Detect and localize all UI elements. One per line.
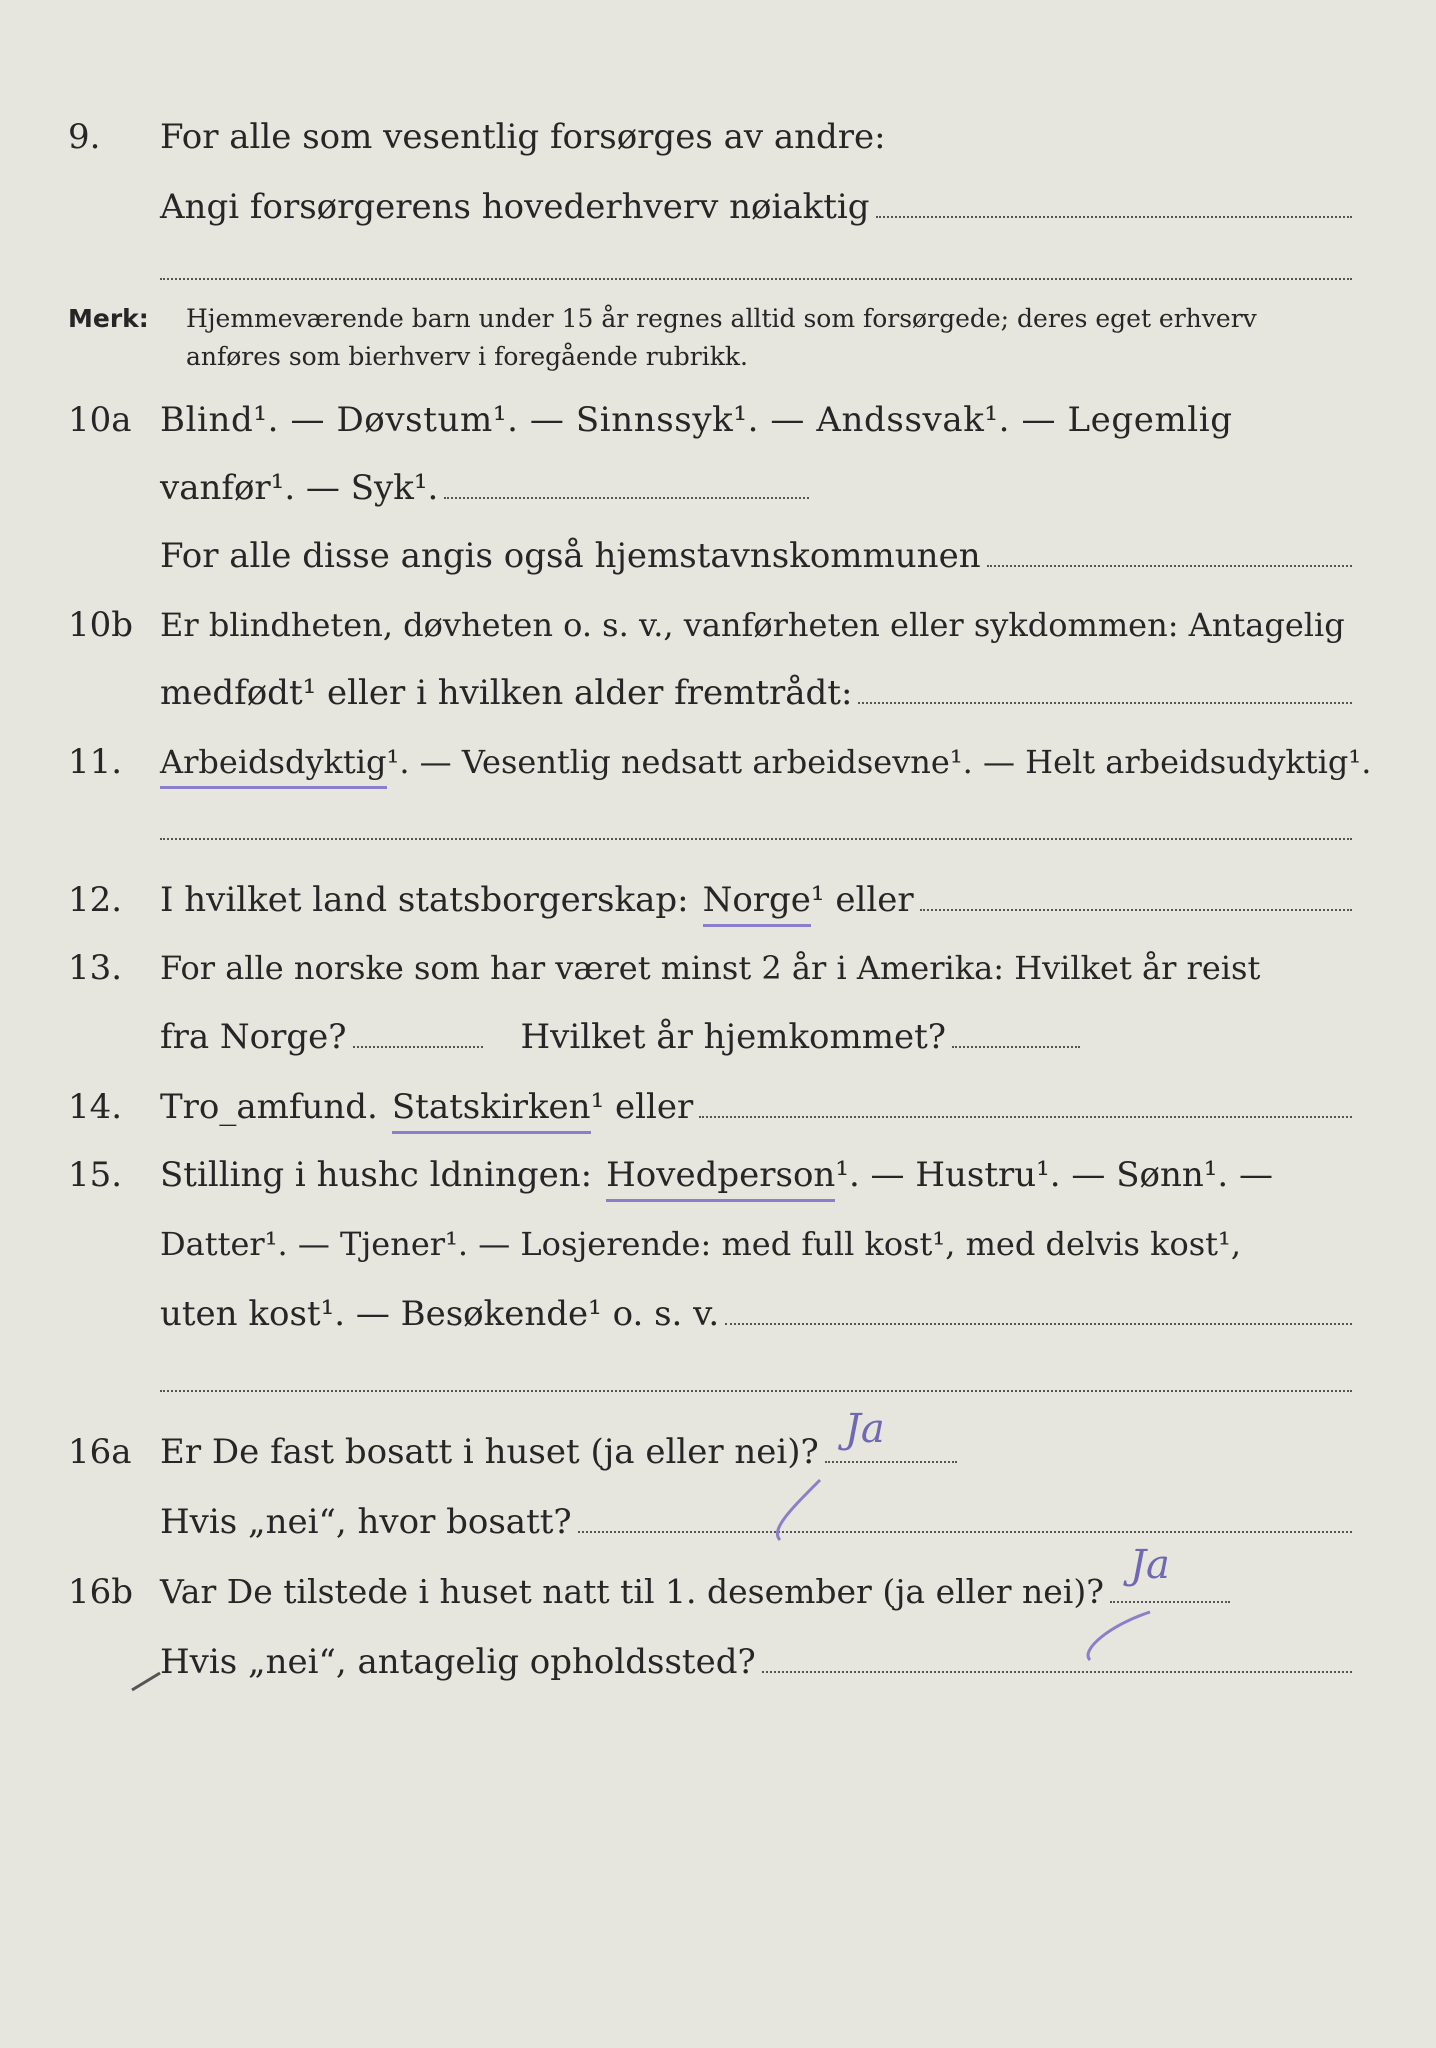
- q9-text-1: For alle som vesentlig forsørges av andre:: [160, 117, 886, 157]
- pen-stroke-mark: [760, 1470, 850, 1550]
- q14-option-statskirken[interactable]: Statskirken: [392, 1085, 591, 1134]
- q14-text-pre: Tro_amfund.: [160, 1087, 378, 1127]
- q10b-text-2: medfødt¹ eller i hvilken alder fremtrådt:: [160, 673, 853, 713]
- merk-label: Merk:: [68, 304, 149, 333]
- pen-stroke-mark-3: [130, 1665, 170, 1695]
- merk-text-1: Hjemmeværende barn under 15 år regnes alltid som forsørgede; deres eget erhverv: [186, 304, 1257, 333]
- q15-answer-field[interactable]: [725, 1295, 1352, 1325]
- q13-number: 13.: [68, 948, 123, 988]
- q16b-answer-field[interactable]: [1110, 1542, 1230, 1603]
- q16a-handwritten-answer: Ja: [844, 1406, 885, 1452]
- q9-answer-field[interactable]: [876, 188, 1352, 218]
- q15-text-3: uten kost¹. — Besøkende¹ o. s. v.: [160, 1294, 720, 1334]
- q11-number: 11.: [68, 742, 123, 782]
- q16b-text-1: Var De tilstede i huset natt til 1. desember (ja eller nei)?: [160, 1572, 1104, 1611]
- q14-answer-field[interactable]: [699, 1088, 1352, 1118]
- q13-text-2a: fra Norge?: [160, 1017, 347, 1057]
- q10a-text-1: Blind¹. — Døvstum¹. — Sinnssyk¹. — Andssvak¹. — Legemlig: [160, 400, 1233, 440]
- q12-text-pre: I hvilket land statsborgerskap:: [160, 880, 689, 920]
- q13-text-1: For alle norske som har været minst 2 år i Amerika: Hvilket år reist: [160, 949, 1261, 987]
- q15-number: 15.: [68, 1155, 123, 1195]
- q16a-bosatt-field[interactable]: [578, 1503, 1352, 1533]
- q12-text-post: ¹ eller: [810, 880, 914, 920]
- q16a-text-2: Hvis „nei“, hvor bosatt?: [160, 1502, 572, 1542]
- q10b-number: 10b: [68, 605, 134, 645]
- q15-extra-rule[interactable]: [160, 1390, 1352, 1392]
- q10a-number: 10a: [68, 400, 132, 440]
- q11-option-arbeidsdyktig[interactable]: Arbeidsdyktig: [160, 740, 387, 789]
- pen-stroke-mark-2: [1080, 1600, 1170, 1670]
- merk-text-2: anføres som bierhverv i foregående rubrikk.: [186, 342, 748, 371]
- q12-number: 12.: [68, 880, 123, 920]
- q15-option-hovedperson[interactable]: Hovedperson: [606, 1153, 835, 1202]
- q14-number: 14.: [68, 1087, 123, 1127]
- q16a-number: 16a: [68, 1432, 132, 1472]
- q13-text-2b: Hvilket år hjemkommet?: [520, 1017, 947, 1057]
- q9-number: 9.: [68, 117, 101, 157]
- q11-extra-rule[interactable]: [160, 838, 1352, 840]
- q15-text-2: Datter¹. — Tjener¹. — Losjerende: med full kost¹, med delvis kost¹,: [160, 1225, 1242, 1263]
- q9-extra-rule[interactable]: [160, 278, 1352, 280]
- q16a-text-1: Er De fast bosatt i huset (ja eller nei)?: [160, 1432, 819, 1472]
- q16a-answer-field[interactable]: [825, 1406, 957, 1463]
- q9-text-2: Angi forsørgerens hovederhverv nøiaktig: [160, 187, 870, 227]
- q15-text-pre: Stilling i hushc ldningen:: [160, 1155, 593, 1195]
- q10b-answer-field[interactable]: [858, 674, 1352, 704]
- q12-answer-field[interactable]: [920, 881, 1352, 911]
- q16b-handwritten-answer: Ja: [1129, 1542, 1170, 1588]
- q14-text-post: ¹ eller: [590, 1087, 694, 1127]
- q10a-text-2: vanfør¹. — Syk¹.: [160, 468, 439, 508]
- q16b-text-2: Hvis „nei“, antagelig opholdssted?: [160, 1642, 756, 1682]
- q10a-syk-field[interactable]: [444, 469, 809, 499]
- q11-text-rest: ¹. — Vesentlig nedsatt arbeidsevne¹. — Helt arbeidsudyktig¹.: [386, 743, 1372, 781]
- q10a-text-3: For alle disse angis også hjemstavnskommunen: [160, 536, 981, 576]
- q10a-hjemstavn-field[interactable]: [987, 537, 1352, 567]
- q10b-text-1: Er blindheten, døvheten o. s. v., vanførheten eller sykdommen: Antagelig: [160, 606, 1345, 644]
- q13-reist-field[interactable]: [353, 1018, 483, 1048]
- q12-option-norge[interactable]: Norge: [703, 878, 811, 927]
- q16b-opholdssted-field[interactable]: [762, 1643, 1352, 1673]
- q15-text-rest: ¹. — Hustru¹. — Sønn¹. —: [835, 1155, 1274, 1195]
- q16b-number: 16b: [68, 1572, 134, 1612]
- q13-hjemkommet-field[interactable]: [952, 1018, 1080, 1048]
